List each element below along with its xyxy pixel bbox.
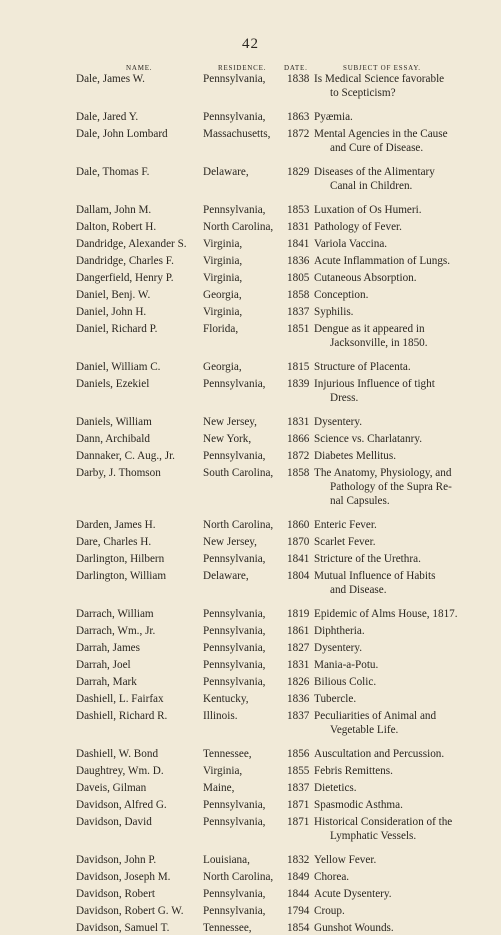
entry-residence: Illinois. (203, 710, 238, 722)
entry-date: 1827 (287, 642, 310, 654)
entry-date: 1837 (287, 710, 310, 722)
entry-date: 1832 (287, 854, 310, 866)
entry-name: Davidson, John P. (76, 854, 157, 866)
entry-residence: North Carolina, (203, 871, 274, 883)
entry-residence: Pennsylvania, (203, 625, 266, 637)
entry-subject (314, 72, 444, 100)
entry-residence: Pennsylvania, (203, 799, 266, 811)
entry-date: 1831 (287, 659, 310, 671)
entry-date: 1805 (287, 272, 310, 284)
entry-date: 1844 (287, 888, 310, 900)
entry-residence: Tennessee, (203, 748, 252, 760)
entry-date: 1866 (287, 433, 310, 445)
entry-date: 1851 (287, 323, 310, 335)
entry-name: Darby, J. Thomson (76, 467, 161, 479)
entry-date: 1858 (287, 289, 310, 301)
entry-subject-line: Syphilis. (314, 306, 354, 318)
entry-residence: Virginia, (203, 272, 243, 284)
entry-subject-line: Mental Agencies in the Cause (314, 128, 448, 140)
entry-subject-line: Yellow Fever. (314, 854, 377, 866)
entry-date: 1826 (287, 676, 310, 688)
entry-subject-line: and Disease. (330, 584, 387, 596)
entry-date: 1836 (287, 693, 310, 705)
entry-residence: Pennsylvania, (203, 642, 266, 654)
entry-date: 1831 (287, 416, 310, 428)
entry-residence: Pennsylvania, (203, 378, 266, 390)
entry-name: Dale, John Lombard (76, 128, 168, 140)
entry-residence: Pennsylvania, (203, 73, 266, 85)
entry-subject-line: Epidemic of Alms House, 1817. (314, 608, 458, 620)
entry-subject-line: Mania-a-Potu. (314, 659, 379, 671)
entry-subject-line: Croup. (314, 905, 345, 917)
entry-name: Dashiell, Richard R. (76, 710, 168, 722)
entry-residence: Pennsylvania, (203, 905, 266, 917)
entry-name: Davidson, Joseph M. (76, 871, 171, 883)
entry-subject (314, 110, 353, 124)
entry-residence: New York, (203, 433, 252, 445)
entry-residence: North Carolina, (203, 519, 274, 531)
entry-subject (314, 271, 417, 285)
entry-subject-line: Is Medical Science favorable (314, 73, 445, 85)
entry-subject-line: Dengue as it appeared in (314, 323, 425, 335)
entry-subject-line: Dysentery. (314, 416, 363, 428)
entry-subject-line: Cutaneous Absorption. (314, 272, 417, 284)
entry-residence: Virginia, (203, 306, 243, 318)
entry-subject-line: Luxation of Os Humeri. (314, 204, 422, 216)
entry-residence: New Jersey, (203, 416, 257, 428)
entry-subject-line: Canal in Children. (330, 180, 413, 192)
entry-subject-line: Pathology of the Supra Re- (330, 481, 452, 493)
entry-date: 1841 (287, 238, 310, 250)
column-header-residence: RESIDENCE. (218, 64, 267, 72)
entry-name: Davidson, Robert G. W. (76, 905, 184, 917)
entry-date: 1855 (287, 765, 310, 777)
entry-subject-line: Pathology of Fever. (314, 221, 402, 233)
entry-date: 1861 (287, 625, 310, 637)
entry-date: 1838 (287, 73, 310, 85)
entry-name: Daniel, Richard P. (76, 323, 158, 335)
entry-subject (314, 641, 362, 655)
entry-name: Darlington, Hilbern (76, 553, 165, 565)
entry-subject (314, 764, 393, 778)
entry-residence: New Jersey, (203, 536, 257, 548)
entry-subject (314, 220, 402, 234)
entry-subject (314, 127, 448, 155)
entry-name: Dandridge, Alexander S. (76, 238, 187, 250)
entry-residence: Pennsylvania, (203, 111, 266, 123)
entry-date: 1815 (287, 361, 310, 373)
entry-name: Darrach, Wm., Jr. (76, 625, 156, 637)
entry-subject (314, 692, 356, 706)
entry-residence: Virginia, (203, 255, 243, 267)
entry-residence: South Carolina, (203, 467, 274, 479)
entry-subject (314, 449, 396, 463)
entry-subject (314, 466, 452, 508)
entry-subject (314, 781, 357, 795)
entry-residence: Pennsylvania, (203, 816, 266, 828)
entry-subject-line: Vegetable Life. (330, 724, 399, 736)
entry-residence: Georgia, (203, 289, 242, 301)
entry-subject (314, 658, 378, 672)
entry-subject (314, 853, 376, 867)
entry-subject-line: Acute Inflammation of Lungs. (314, 255, 451, 267)
entry-subject-line: Conception. (314, 289, 369, 301)
entry-subject-line: Spasmodic Asthma. (314, 799, 403, 811)
entry-subject (314, 815, 452, 843)
entry-residence: Pennsylvania, (203, 608, 266, 620)
entry-date: 1839 (287, 378, 310, 390)
entry-subject (314, 675, 376, 689)
entry-name: Darden, James H. (76, 519, 156, 531)
entry-subject-line: Diphtheria. (314, 625, 365, 637)
entry-residence: Maine, (203, 782, 235, 794)
entry-name: Dallam, John M. (76, 204, 152, 216)
entry-name: Daniels, Ezekiel (76, 378, 150, 390)
entry-residence: Kentucky, (203, 693, 249, 705)
entry-residence: Virginia, (203, 765, 243, 777)
entry-residence: Pennsylvania, (203, 888, 266, 900)
entry-name: Dashiell, W. Bond (76, 748, 159, 760)
entry-name: Daniel, William C. (76, 361, 161, 373)
entry-subject-line: Variola Vaccina. (314, 238, 388, 250)
entry-date: 1804 (287, 570, 310, 582)
entry-residence: Pennsylvania, (203, 553, 266, 565)
entry-name: Dale, Thomas F. (76, 166, 150, 178)
entry-subject-line: Gunshot Wounds. (314, 922, 394, 934)
entry-date: 1858 (287, 467, 310, 479)
entry-name: Dare, Charles H. (76, 536, 152, 548)
entry-subject-line: Stricture of the Urethra. (314, 553, 421, 565)
entry-subject (314, 377, 435, 405)
entry-residence: Louisiana, (203, 854, 250, 866)
entry-subject-line: Diabetes Mellitus. (314, 450, 397, 462)
entry-residence: Delaware, (203, 570, 249, 582)
column-header-date: DATE. (284, 64, 308, 72)
entry-name: Dashiell, L. Fairfax (76, 693, 164, 705)
entry-residence: Virginia, (203, 238, 243, 250)
entry-date: 1860 (287, 519, 310, 531)
entry-subject-line: Mutual Influence of Habits (314, 570, 436, 582)
entry-subject-line: nal Capsules. (330, 495, 390, 507)
entry-subject (314, 607, 458, 621)
entry-subject-line: Tubercle. (314, 693, 357, 705)
entry-residence: Massachusetts, (203, 128, 271, 140)
entry-subject-line: Enteric Fever. (314, 519, 377, 531)
entry-subject-line: Febris Remittens. (314, 765, 393, 777)
entry-name: Dalton, Robert H. (76, 221, 157, 233)
entry-date: 1870 (287, 536, 310, 548)
entry-subject (314, 535, 376, 549)
entry-date: 1829 (287, 166, 310, 178)
entry-subject-line: Dysentery. (314, 642, 363, 654)
entry-date: 1872 (287, 450, 310, 462)
entry-name: Daniel, Benj. W. (76, 289, 151, 301)
entry-subject-line: Scarlet Fever. (314, 536, 376, 548)
entry-subject (314, 415, 362, 429)
entry-residence: Pennsylvania, (203, 450, 266, 462)
entry-date: 1794 (287, 905, 310, 917)
entry-date: 1853 (287, 204, 310, 216)
entry-subject-line: Jacksonville, in 1850. (330, 337, 428, 349)
entry-residence: Georgia, (203, 361, 242, 373)
entry-subject-line: Pyæmia. (314, 111, 353, 123)
entry-residence: Pennsylvania, (203, 676, 266, 688)
entry-subject-line: The Anatomy, Physiology, and (314, 467, 452, 479)
entry-subject (314, 747, 444, 761)
entry-subject-line: and Cure of Disease. (330, 142, 424, 154)
entry-name: Dannaker, C. Aug., Jr. (76, 450, 175, 462)
entry-subject-line: Chorea. (314, 871, 350, 883)
entry-name: Daveis, Gilman (76, 782, 147, 794)
entry-name: Darrah, James (76, 642, 140, 654)
entry-name: Daniel, John H. (76, 306, 147, 318)
entry-residence: Florida, (203, 323, 239, 335)
entry-subject (314, 624, 365, 638)
entry-subject (314, 254, 450, 268)
entry-name: Davidson, Samuel T. (76, 922, 170, 934)
entry-name: Darrah, Mark (76, 676, 137, 688)
entry-subject (314, 432, 422, 446)
entry-residence: Delaware, (203, 166, 249, 178)
entry-date: 1871 (287, 799, 310, 811)
entry-subject (314, 322, 428, 350)
entry-date: 1871 (287, 816, 310, 828)
entry-date: 1863 (287, 111, 310, 123)
entry-subject (314, 921, 394, 935)
entry-date: 1856 (287, 748, 310, 760)
entry-subject-line: to Scepticism? (330, 87, 396, 99)
entry-name: Darrah, Joel (76, 659, 131, 671)
entry-subject (314, 569, 435, 597)
entry-name: Daniels, William (76, 416, 152, 428)
entry-subject (314, 709, 436, 737)
entry-name: Davidson, Alfred G. (76, 799, 167, 811)
entry-subject (314, 552, 421, 566)
entry-subject-line: Peculiarities of Animal and (314, 710, 437, 722)
entry-subject (314, 237, 387, 251)
entry-date: 1872 (287, 128, 310, 140)
entry-name: Davidson, Robert (76, 888, 155, 900)
entry-name: Dale, Jared Y. (76, 111, 139, 123)
page-number: 42 (242, 36, 259, 52)
entry-subject-line: Lymphatic Vessels. (330, 830, 417, 842)
entry-subject-line: Historical Consideration of the (314, 816, 453, 828)
entry-residence: North Carolina, (203, 221, 274, 233)
entry-date: 1831 (287, 221, 310, 233)
entry-subject-line: Dietetics. (314, 782, 357, 794)
entry-subject (314, 288, 368, 302)
entry-name: Dangerfield, Henry P. (76, 272, 174, 284)
entry-subject (314, 165, 435, 193)
entry-subject (314, 887, 392, 901)
entry-date: 1836 (287, 255, 310, 267)
entry-subject-line: Bilious Colic. (314, 676, 377, 688)
entry-date: 1854 (287, 922, 310, 934)
entry-date: 1841 (287, 553, 310, 565)
entry-residence: Tennessee, (203, 922, 252, 934)
entry-residence: Pennsylvania, (203, 204, 266, 216)
entry-date: 1837 (287, 782, 310, 794)
entry-subject (314, 305, 353, 319)
entry-subject-line: Auscultation and Percussion. (314, 748, 445, 760)
entry-subject-line: Dress. (330, 392, 359, 404)
entry-subject-line: Diseases of the Alimentary (314, 166, 435, 178)
column-header-subject: SUBJECT OF ESSAY. (343, 64, 421, 72)
entry-subject-line: Injurious Influence of tight (314, 378, 435, 390)
entry-residence: Pennsylvania, (203, 659, 266, 671)
entry-subject (314, 870, 349, 884)
entry-subject-line: Structure of Placenta. (314, 361, 411, 373)
entry-date: 1849 (287, 871, 310, 883)
entry-subject-line: Science vs. Charlatanry. (314, 433, 423, 445)
entry-subject (314, 203, 422, 217)
entry-name: Davidson, David (76, 816, 152, 828)
column-header-name: NAME. (126, 64, 153, 72)
entry-name: Darlington, William (76, 570, 167, 582)
entry-name: Darrach, William (76, 608, 154, 620)
entry-date: 1819 (287, 608, 310, 620)
entry-subject-line: Acute Dysentery. (314, 888, 392, 900)
entry-name: Dandridge, Charles F. (76, 255, 174, 267)
entry-subject (314, 798, 403, 812)
entry-subject (314, 518, 377, 532)
entry-date: 1837 (287, 306, 310, 318)
entry-subject (314, 360, 411, 374)
entry-name: Dann, Archibald (76, 433, 150, 445)
entry-name: Daughtrey, Wm. D. (76, 765, 164, 777)
entry-subject (314, 904, 345, 918)
entry-name: Dale, James W. (76, 73, 145, 85)
